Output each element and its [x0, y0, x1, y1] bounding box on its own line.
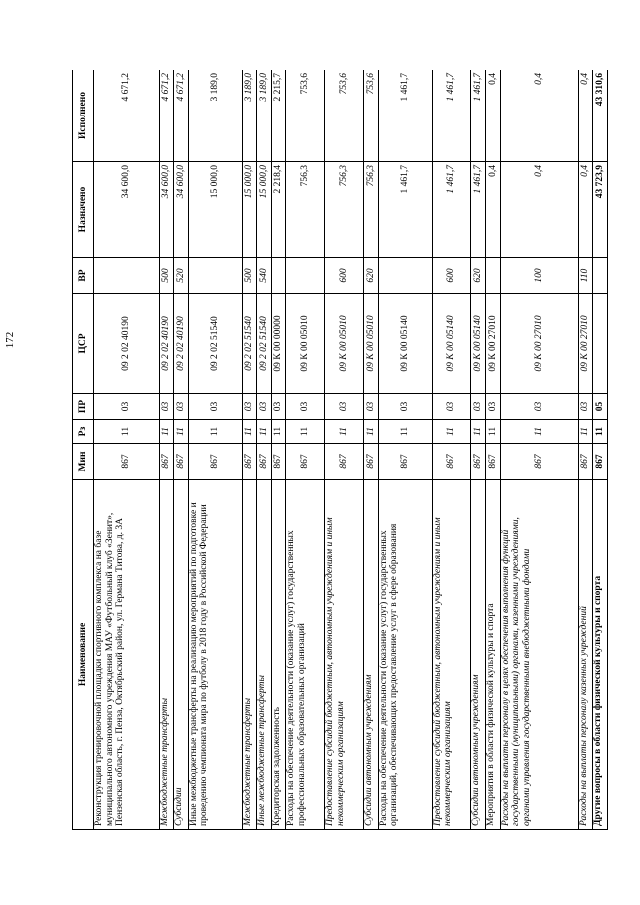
cell-rz: 11 [271, 420, 286, 444]
cell-name: Расходы на обеспечение деятельности (оказание услуг) государственных организаций, обеспечивающих предоставление услуг в сфере образования [378, 480, 432, 830]
cell-pr: 03 [271, 394, 286, 420]
table-row [174, 70, 189, 830]
cell-executed: 2 215,7 [271, 70, 286, 162]
cell-pr: 03 [578, 394, 593, 420]
cell-rz: 11 [286, 420, 325, 444]
cell-rz: 11 [257, 420, 272, 444]
cell-pr: 03 [432, 394, 471, 420]
cell-executed: 0,4 [578, 70, 593, 162]
cell-assigned: 0,4 [500, 162, 578, 258]
cell-csr: 09 К 00 05010 [325, 294, 364, 394]
cell-name: Кредиторская задолженность [271, 480, 286, 830]
cell-rz: 11 [325, 420, 364, 444]
table-row [271, 70, 286, 830]
cell-name: Межбюджетные трансферты [159, 480, 174, 830]
cell-csr: 09 2 02 51540 [188, 294, 242, 394]
page-number-text: 172 [4, 331, 16, 349]
cell-assigned: 1 461,7 [432, 162, 471, 258]
header-name: Наименование [73, 480, 94, 830]
cell-name: Межбюджетные трансферты [242, 480, 257, 830]
cell-vr [378, 258, 432, 294]
cell-executed: 0,4 [500, 70, 578, 162]
cell-vr [94, 258, 160, 294]
cell-rz: 11 [242, 420, 257, 444]
cell-rz: 11 [500, 420, 578, 444]
header-pr: ПР [73, 394, 94, 420]
table-row [500, 70, 578, 830]
cell-name: Мероприятия в области физической культуры и спорта [486, 480, 501, 830]
table-row [242, 70, 257, 830]
budget-table [72, 70, 608, 830]
cell-pr: 03 [500, 394, 578, 420]
cell-rz: 11 [578, 420, 593, 444]
table-row [257, 70, 272, 830]
cell-rz: 11 [432, 420, 471, 444]
cell-vr: 500 [242, 258, 257, 294]
cell-name: Предоставление субсидий бюджетным, автономным учреждениям и иным некоммерческим организациям [325, 480, 364, 830]
cell-assigned: 2 218,4 [271, 162, 286, 258]
cell-assigned: 0,4 [578, 162, 593, 258]
cell-assigned: 34 600,0 [159, 162, 174, 258]
cell-name: Реконструкция тренировочной площадки спортивного комплекса на базе муниципального автономного учреждения МАУ «Футбольный клуб «Зенит», Пензенская область, г. Пенза, Октябрьский район, ул. Германа Титова, д. 3А [94, 480, 160, 830]
cell-executed: 0,4 [486, 70, 501, 162]
cell-csr [593, 294, 608, 394]
cell-assigned: 34 600,0 [94, 162, 160, 258]
cell-pr: 03 [188, 394, 242, 420]
cell-vr [286, 258, 325, 294]
cell-csr: 09 К 00 05010 [286, 294, 325, 394]
cell-min: 867 [174, 444, 189, 480]
cell-assigned: 756,3 [286, 162, 325, 258]
cell-pr: 03 [486, 394, 501, 420]
cell-assigned: 15 000,0 [188, 162, 242, 258]
cell-executed: 1 461,7 [432, 70, 471, 162]
cell-assigned: 0,4 [486, 162, 501, 258]
cell-name: Расходы на выплаты персоналу в целях обеспечения выполнения функций государственными (муниципальными) органами, казенными учреждениями, органами управления государственными внебюджетными фондами [500, 480, 578, 830]
cell-min: 867 [500, 444, 578, 480]
cell-pr: 05 [593, 394, 608, 420]
table-row [378, 70, 432, 830]
cell-rz: 11 [94, 420, 160, 444]
cell-pr: 03 [174, 394, 189, 420]
cell-executed: 1 461,7 [378, 70, 432, 162]
cell-rz: 11 [188, 420, 242, 444]
cell-csr: 09 2 02 51540 [257, 294, 272, 394]
cell-name: Расходы на выплаты персоналу казенных учреждений [578, 480, 593, 830]
cell-pr: 03 [378, 394, 432, 420]
cell-vr [486, 258, 501, 294]
cell-executed: 4 671,2 [159, 70, 174, 162]
cell-assigned: 756,3 [364, 162, 379, 258]
table-row [471, 70, 486, 830]
table-row [159, 70, 174, 830]
cell-min: 867 [432, 444, 471, 480]
cell-vr: 500 [159, 258, 174, 294]
table-row [486, 70, 501, 830]
cell-min: 867 [364, 444, 379, 480]
cell-min: 867 [578, 444, 593, 480]
cell-vr: 540 [257, 258, 272, 294]
header-executed: Исполнено [73, 70, 94, 162]
cell-assigned: 15 000,0 [242, 162, 257, 258]
cell-csr: 09 2 02 40190 [174, 294, 189, 394]
cell-min: 867 [486, 444, 501, 480]
cell-name: Расходы на обеспечение деятельности (оказание услуг) государственных профессиональных образовательных организаций [286, 480, 325, 830]
cell-csr: 09 К 00 27010 [500, 294, 578, 394]
header-min: Мин [73, 444, 94, 480]
cell-executed: 3 189,0 [188, 70, 242, 162]
table-row [325, 70, 364, 830]
cell-min: 867 [593, 444, 608, 480]
cell-executed: 4 671,2 [174, 70, 189, 162]
cell-name: Субсидии [174, 480, 189, 830]
cell-assigned: 43 723,9 [593, 162, 608, 258]
table-row [286, 70, 325, 830]
cell-name: Предоставление субсидий бюджетным, автономным учреждениям и иным некоммерческим организациям [432, 480, 471, 830]
rotated-page-area [72, 70, 608, 830]
cell-rz: 11 [174, 420, 189, 444]
cell-csr: 09 К 00 00000 [271, 294, 286, 394]
cell-vr: 600 [325, 258, 364, 294]
cell-assigned: 1 461,7 [378, 162, 432, 258]
cell-pr: 03 [242, 394, 257, 420]
cell-rz: 11 [364, 420, 379, 444]
cell-rz: 11 [378, 420, 432, 444]
cell-min: 867 [188, 444, 242, 480]
cell-min: 867 [242, 444, 257, 480]
cell-name: Субсидии автономным учреждениям [471, 480, 486, 830]
cell-vr: 600 [432, 258, 471, 294]
table-row [364, 70, 379, 830]
cell-executed: 753,6 [286, 70, 325, 162]
cell-pr: 03 [325, 394, 364, 420]
cell-executed: 3 189,0 [257, 70, 272, 162]
cell-csr: 09 2 02 40190 [159, 294, 174, 394]
cell-csr: 09 К 00 27010 [578, 294, 593, 394]
table-row [188, 70, 242, 830]
cell-assigned: 34 600,0 [174, 162, 189, 258]
cell-name: Иные межбюджетные трансферты на реализацию мероприятий по подготовке и проведению чемпионата мира по футболу в 2018 году в Российской Федерации [188, 480, 242, 830]
cell-rz: 11 [486, 420, 501, 444]
table-row [432, 70, 471, 830]
cell-pr: 03 [286, 394, 325, 420]
cell-pr: 03 [159, 394, 174, 420]
cell-csr: 09 2 02 51540 [242, 294, 257, 394]
table-row [593, 70, 608, 830]
cell-name: Другие вопросы в области физической культуры и спорта [593, 480, 608, 830]
cell-vr [271, 258, 286, 294]
cell-pr: 03 [471, 394, 486, 420]
cell-assigned: 1 461,7 [471, 162, 486, 258]
cell-csr: 09 К 00 27010 [486, 294, 501, 394]
cell-executed: 753,6 [325, 70, 364, 162]
cell-executed: 753,6 [364, 70, 379, 162]
cell-rz: 11 [471, 420, 486, 444]
page-number [0, 320, 20, 360]
cell-rz: 11 [593, 420, 608, 444]
cell-min: 867 [94, 444, 160, 480]
cell-min: 867 [159, 444, 174, 480]
cell-rz: 11 [159, 420, 174, 444]
cell-vr: 110 [578, 258, 593, 294]
header-vr: ВР [73, 258, 94, 294]
cell-min: 867 [257, 444, 272, 480]
cell-assigned: 15 000,0 [257, 162, 272, 258]
cell-csr: 09 К 00 05140 [471, 294, 486, 394]
cell-pr: 03 [364, 394, 379, 420]
cell-pr: 03 [94, 394, 160, 420]
cell-csr: 09 К 00 05010 [364, 294, 379, 394]
header-csr: ЦСР [73, 294, 94, 394]
header-assigned: Назначено [73, 162, 94, 258]
table-row [578, 70, 593, 830]
cell-csr: 09 К 00 05140 [378, 294, 432, 394]
cell-vr: 620 [364, 258, 379, 294]
cell-executed: 1 461,7 [471, 70, 486, 162]
cell-min: 867 [325, 444, 364, 480]
cell-name: Субсидии автономным учреждениям [364, 480, 379, 830]
cell-min: 867 [286, 444, 325, 480]
cell-vr: 520 [174, 258, 189, 294]
cell-vr: 620 [471, 258, 486, 294]
cell-executed: 3 189,0 [242, 70, 257, 162]
cell-min: 867 [271, 444, 286, 480]
cell-pr: 03 [257, 394, 272, 420]
cell-csr: 09 К 00 05140 [432, 294, 471, 394]
cell-executed: 4 671,2 [94, 70, 160, 162]
cell-vr [188, 258, 242, 294]
table-body [94, 70, 608, 830]
cell-min: 867 [471, 444, 486, 480]
header-rz: Рз [73, 420, 94, 444]
cell-csr: 09 2 02 40190 [94, 294, 160, 394]
table-header-row [73, 70, 94, 830]
cell-name: Иные межбюджетные трансферты [257, 480, 272, 830]
cell-min: 867 [378, 444, 432, 480]
cell-vr: 100 [500, 258, 578, 294]
cell-vr [593, 258, 608, 294]
table-row [94, 70, 160, 830]
cell-executed: 43 310,6 [593, 70, 608, 162]
cell-assigned: 756,3 [325, 162, 364, 258]
